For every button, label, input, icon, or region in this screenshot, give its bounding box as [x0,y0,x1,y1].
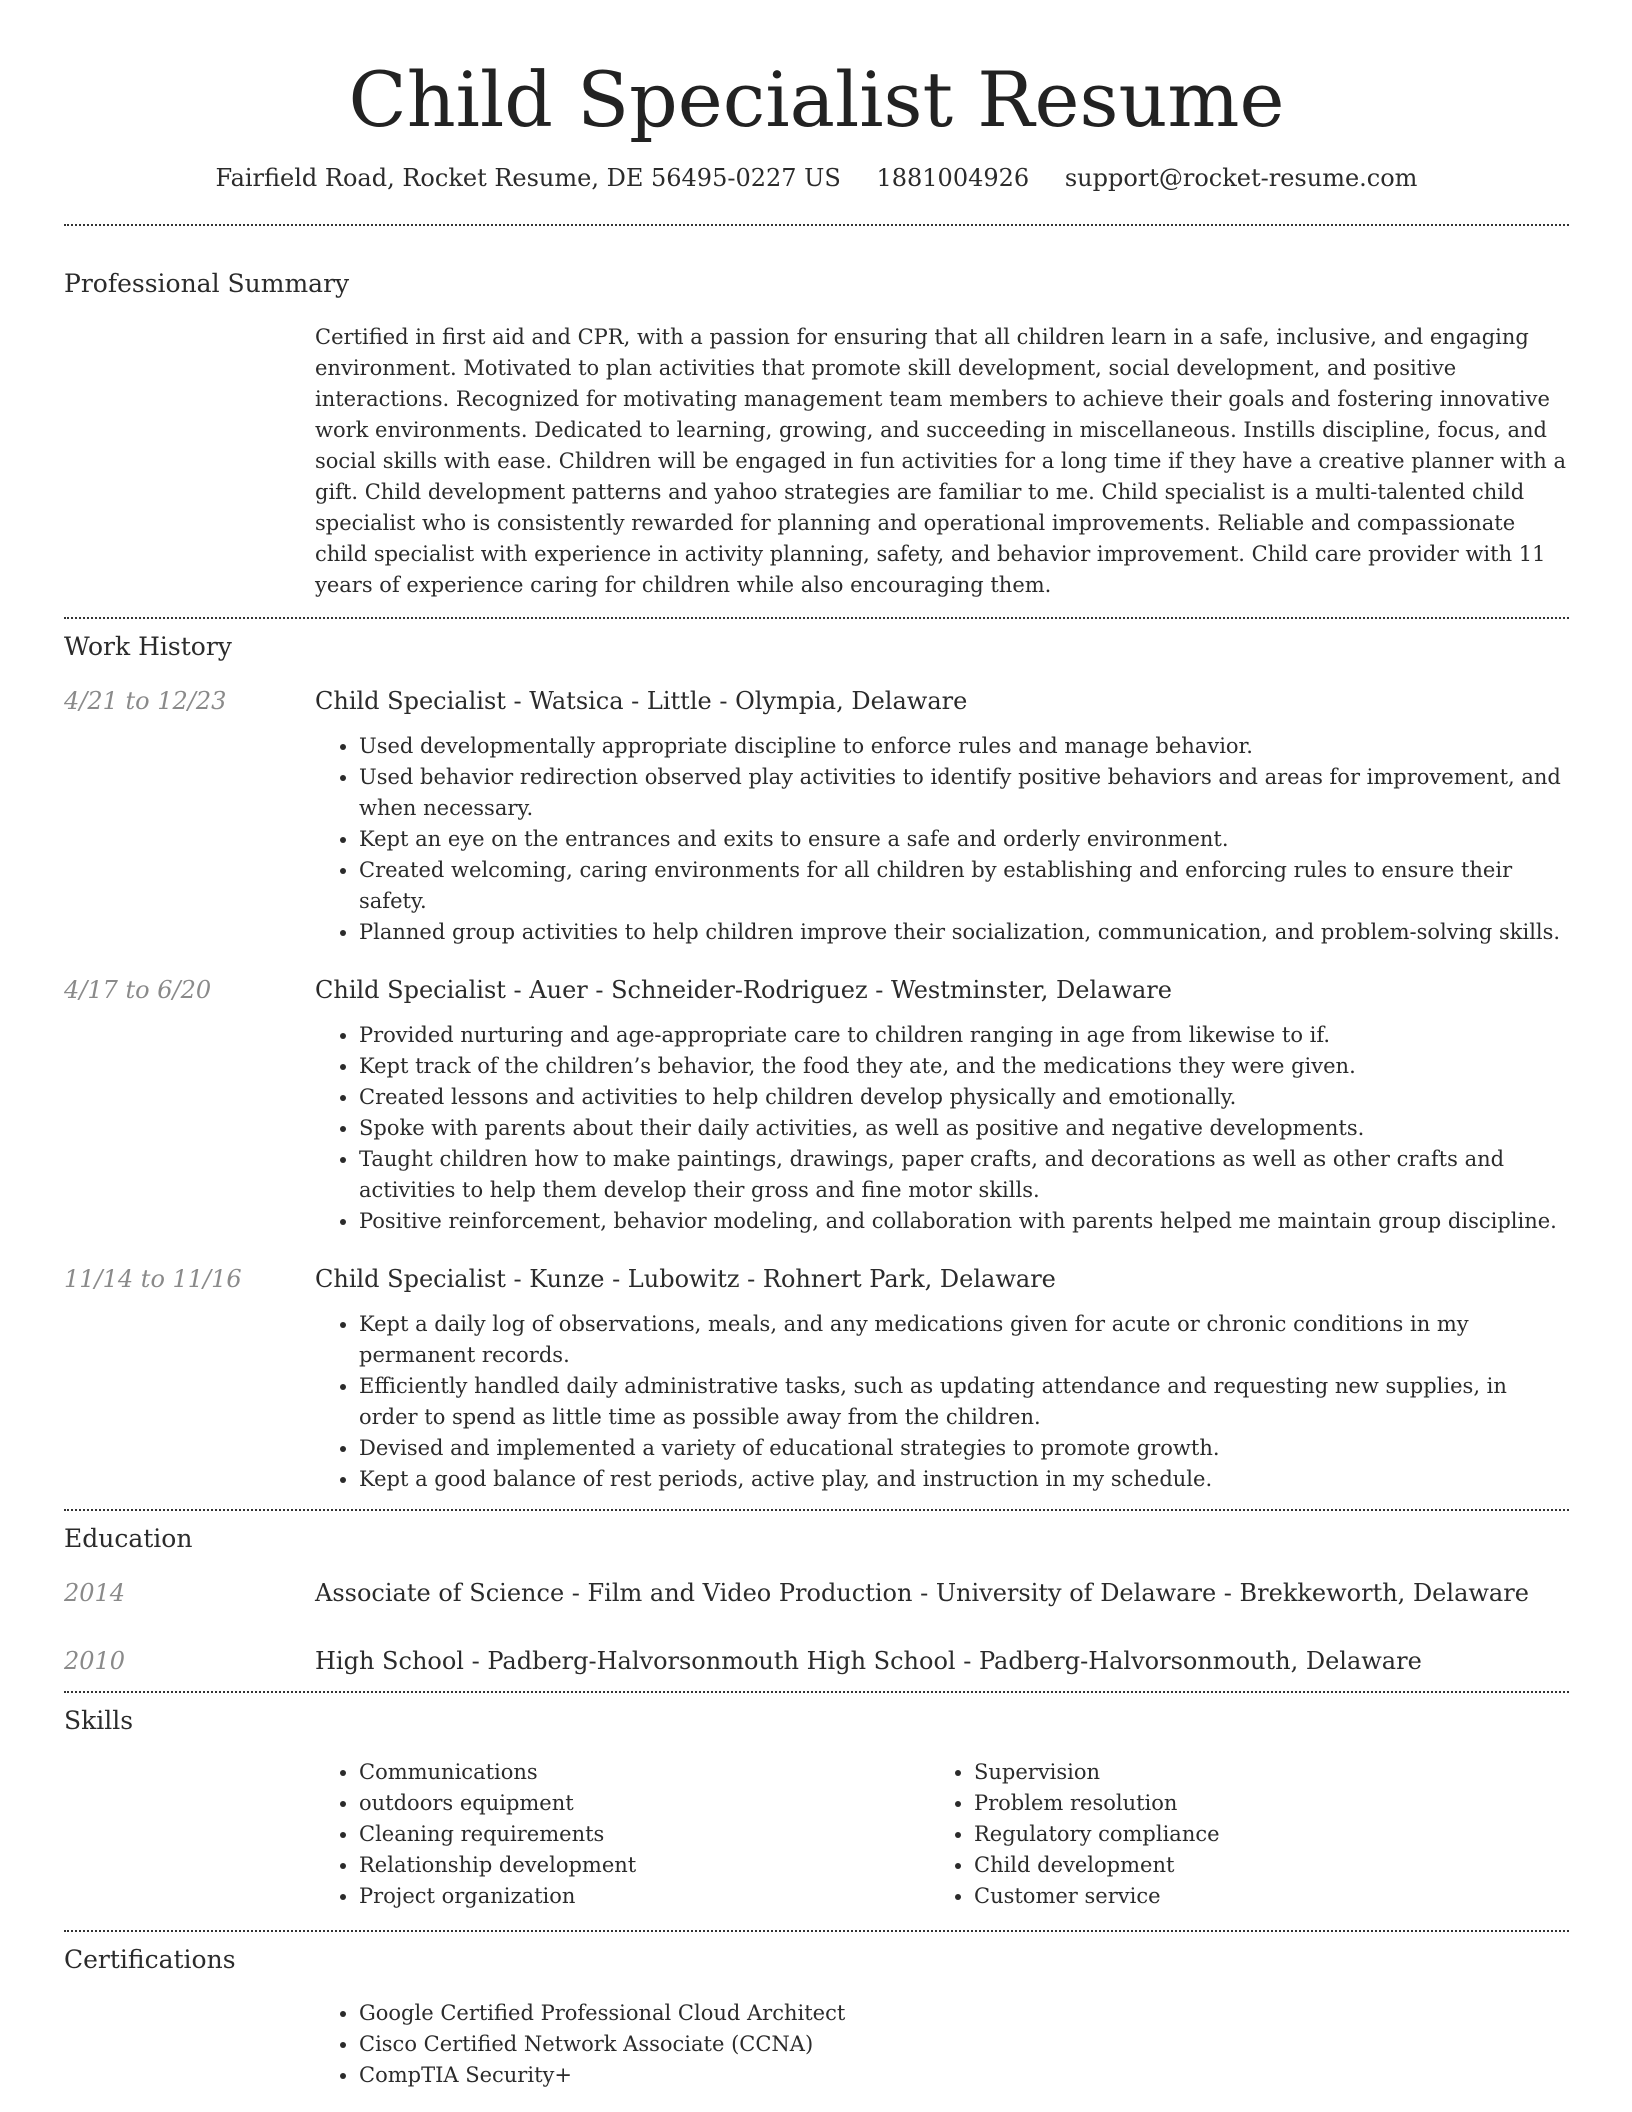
job-bullet: • Positive reinforcement, behavior modeling, and collaboration with parents helped me maintain group discipline. [359,1206,1569,1237]
job-bullet: • Spoke with parents about their daily activities, as well as positive and negative developments. [359,1113,1569,1144]
contact-address: Fairfield Road, Rocket Resume, DE 56495-0227 US [215,164,841,192]
job-bullet: • Used behavior redirection observed play activities to identify positive behaviors and areas for improvement, and when necessary. [359,762,1569,824]
job-dates: 4/21 to 12/23 [64,687,227,715]
contact-line [64,162,1569,194]
divider [64,1691,1569,1693]
skill-item: • Cleaning requirements [359,1819,930,1850]
contact-email: support@rocket-resume.com [1064,164,1418,192]
education-heading: Associate of Science - Film and Video Production - University of Delaware - Brekkeworth, Delaware [315,1579,1529,1607]
resume-page [64,0,1569,2091]
job-bullet: • Taught children how to make paintings, drawings, paper crafts, and decorations as well as other crafts and activities to help them develop their gross and fine motor skills. [359,1144,1569,1206]
job-bullets [315,1020,1569,1237]
job-bullet: • Efficiently handled daily administrative tasks, such as updating attendance and requesting new supplies, in order to spend as little time as possible away from the children. [359,1371,1569,1433]
job-heading: Child Specialist - Auer - Schneider-Rodriguez - Westminster, Delaware [315,976,1172,1004]
education-year: 2010 [64,1647,126,1675]
skill-item: • Supervision [974,1757,1534,1788]
job-bullet: • Devised and implemented a variety of educational strategies to promote growth. [359,1433,1569,1464]
section-title-work-history: Work History [64,632,232,661]
skills-list-right [930,1757,1534,1912]
job-bullet: • Created lessons and activities to help children develop physically and emotionally. [359,1082,1569,1113]
job-bullets [315,731,1569,948]
job-entry [64,685,1569,948]
certification-item: • Google Certified Professional Cloud Architect [359,1998,1569,2029]
skill-item: • Regulatory compliance [974,1819,1534,1850]
job-dates: 11/14 to 11/16 [64,1265,242,1293]
skill-item: • Problem resolution [974,1788,1534,1819]
job-bullet: • Provided nurturing and age-appropriate care to children ranging in age from likewise to if. [359,1020,1569,1051]
job-bullet: • Used developmentally appropriate discipline to enforce rules and manage behavior. [359,731,1569,762]
job-bullet: • Kept a good balance of rest periods, active play, and instruction in my schedule. [359,1464,1569,1495]
skill-item: • Project organization [359,1881,930,1912]
summary-text: Certified in first aid and CPR, with a passion for ensuring that all children learn in a safe, inclusive, and engaging environment. Motivated to plan activities that promote skill development, social development, and positive interactions. Recognized for motivating management team members to achieve their goals and fostering innovative work environments. Dedicated to learning, growing, and succeeding in miscellaneous. Instills discipline, focus, and social skills with ease. Children will be engaged in fun activities for a long time if they have a creative planner with a gift. Child development patterns and yahoo strategies are familiar to me. Child specialist is a multi-talented child specialist who is consistently rewarded for planning and operational improvements. Reliable and compassionate child specialist with experience in activity planning, safety, and behavior improvement. Child care provider with 11 years of experience caring for children while also encouraging them. [315,325,1566,597]
certifications-list [315,1998,1569,2091]
education-entry [64,1645,1569,1677]
education-year: 2014 [64,1579,126,1607]
job-dates: 4/17 to 6/20 [64,976,212,1004]
certification-item: • CompTIA Security+ [359,2060,1569,2091]
job-bullet: • Kept an eye on the entrances and exits to ensure a safe and orderly environment. [359,824,1569,855]
section-title-skills: Skills [64,1706,134,1735]
job-entry [64,974,1569,1237]
job-bullet: • Kept a daily log of observations, meals, and any medications given for acute or chronic conditions in my permanent records. [359,1309,1569,1371]
section-title-summary: Professional Summary [64,269,350,298]
job-bullet: • Kept track of the children’s behavior, the food they ate, and the medications they were given. [359,1051,1569,1082]
job-heading: Child Specialist - Kunze - Lubowitz - Rohnert Park, Delaware [315,1265,1056,1293]
skill-item: • outdoors equipment [359,1788,930,1819]
divider [64,617,1569,619]
certification-item: • Cisco Certified Network Associate (CCNA) [359,2029,1569,2060]
resume-title: Child Specialist Resume [348,55,1285,144]
job-bullets [315,1309,1569,1495]
skill-item: • Communications [359,1757,930,1788]
divider [64,1509,1569,1511]
skill-item: • Child development [974,1850,1534,1881]
skill-item: • Customer service [974,1881,1534,1912]
skills-columns [315,1757,1569,1912]
divider [64,1930,1569,1932]
job-heading: Child Specialist - Watsica - Little - Olympia, Delaware [315,687,968,715]
education-entry [64,1577,1569,1609]
skill-item: • Relationship development [359,1850,930,1881]
section-title-certifications: Certifications [64,1945,236,1974]
contact-phone: 1881004926 [876,164,1030,192]
divider [64,224,1569,226]
job-bullet: • Created welcoming, caring environments for all children by establishing and enforcing rules to ensure their safety. [359,855,1569,917]
section-title-education: Education [64,1524,193,1553]
skills-list-left [315,1757,930,1912]
education-heading: High School - Padberg-Halvorsonmouth High School - Padberg-Halvorsonmouth, Delaware [315,1647,1422,1675]
job-entry [64,1263,1569,1495]
job-bullet: • Planned group activities to help children improve their socialization, communication, and problem-solving skills. [359,917,1569,948]
